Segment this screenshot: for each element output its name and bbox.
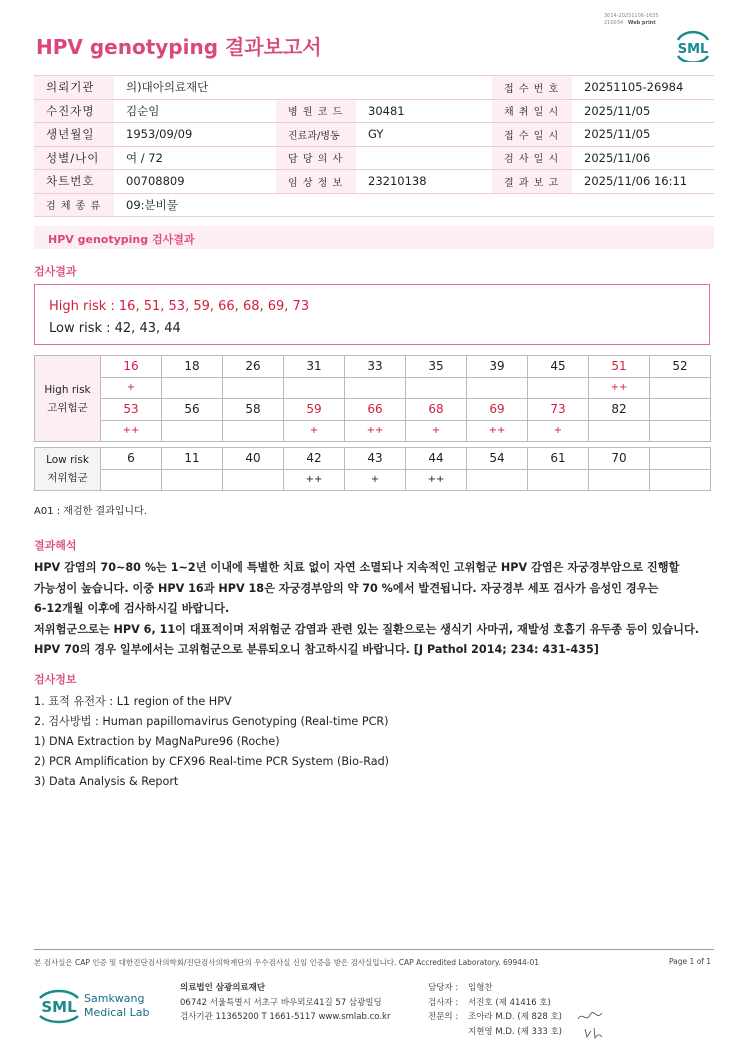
- hpv-type-cell: 39: [467, 356, 528, 378]
- cert-note: 본 검사실은 CAP 인증 및 대한진단검사의학회/진단검사의학재단의 우수검사실 신임 인증을 받은 검사실입니다. CAP Accredited Laboratory. 69944-01: [34, 958, 540, 967]
- hpv-type-cell: 53: [101, 399, 162, 421]
- org-info: 의료법인 삼광의료재단 06742 서울특별시 서초구 바우뫼로41길 57 삼광빌딩 검사기관 11365200 T 1661-5117 www.smlab.co.kr: [180, 983, 391, 1022]
- hpv-type-cell: [650, 399, 711, 421]
- result-heading: 검사결과: [34, 265, 77, 278]
- hpv-type-cell: 42: [284, 448, 345, 470]
- hpv-type-cell: 59: [284, 399, 345, 421]
- hpv-result-cell: [162, 469, 223, 491]
- hpv-type-cell: 40: [223, 448, 284, 470]
- hpv-result-cell: [101, 469, 162, 491]
- hpv-result-cell: ++: [467, 420, 528, 442]
- hpv-type-cell: 61: [528, 448, 589, 470]
- samkwang-logo-icon: [38, 982, 158, 1026]
- hpv-result-cell: [650, 469, 711, 491]
- hpv-result-cell: [528, 469, 589, 491]
- hpv-result-cell: +: [406, 420, 467, 442]
- hpv-type-cell: 18: [162, 356, 223, 378]
- hpv-result-cell: [467, 469, 528, 491]
- hpv-type-cell: 11: [162, 448, 223, 470]
- recv-no-value: 20251105-26984: [572, 76, 714, 100]
- hpv-result-cell: [162, 377, 223, 399]
- hpv-result-cell: [345, 377, 406, 399]
- hpv-type-cell: 31: [284, 356, 345, 378]
- report-title: HPV genotyping 결과보고서: [36, 35, 322, 59]
- hpv-type-cell: 45: [528, 356, 589, 378]
- patient-name: 김순임: [114, 99, 276, 123]
- hpv-type-cell: 56: [162, 399, 223, 421]
- hpv-result-cell: [650, 420, 711, 442]
- hpv-result-cell: [162, 420, 223, 442]
- hpv-result-cell: +: [284, 420, 345, 442]
- hpv-type-cell: 70: [589, 448, 650, 470]
- hpv-type-cell: 16: [101, 356, 162, 378]
- hpv-result-cell: [467, 377, 528, 399]
- footer-divider: [34, 949, 714, 950]
- high-risk-label: High risk 고위험군: [35, 356, 101, 442]
- hpv-result-cell: +: [345, 469, 406, 491]
- hpv-result-cell: [284, 377, 345, 399]
- hpv-result-cell: [589, 469, 650, 491]
- hpv-type-cell: 58: [223, 399, 284, 421]
- svg-text:SML: SML: [41, 998, 77, 1016]
- interpretation-text: HPV 감염의 70~80 %는 1~2년 이내에 특별한 치료 없이 자연 소멸되나 지속적인 고위험군 HPV 감염은 자궁경부암으로 진행할 가능성이 높습니다. 이중 HPV 16과 HPV 18은 자궁경부암의 약 70 %에서 발견됩니다. 자궁경부 세포 검사가 음성인 경우는 6-12개월 이후에 검사하시길 바랍니다. 저위험군으로는 HPV 6, 11이 대표적이며 저위험군 감염과 관련 있는 질환으로는 생식기 사마귀, 재발성 호흡기 유두종 등이 있습니다. HPV 70의 경우 일부에서는 고위험군으로 분류되오니 참고하시길 바랍니다. [J Pathol 2014; 234: 431-435]: [34, 561, 700, 656]
- svg-text:Samkwang: Samkwang: [84, 992, 145, 1005]
- hpv-result-cell: ++: [284, 469, 345, 491]
- retest-note: A01 : 재검한 결과입니다.: [34, 506, 147, 517]
- hpv-type-cell: 66: [345, 399, 406, 421]
- org-value: 의)대아의료재단: [114, 76, 492, 100]
- signature-icon: [582, 1025, 606, 1041]
- high-risk-grid: [34, 355, 711, 442]
- hpv-type-cell: [650, 448, 711, 470]
- section-title: HPV genotyping 검사결과: [34, 226, 714, 249]
- hpv-type-cell: 26: [223, 356, 284, 378]
- svg-text:SML: SML: [677, 42, 709, 57]
- print-code: 3014-20251106-1635 210034 Web print: [604, 13, 659, 26]
- test-info-list: 1. 표적 유전자 : L1 region of the HPV 2. 검사방법 : Human papillomavirus Genotyping (Real-time PCR) 1) DNA Extraction by MagNaPure96 (Roche) 2) PCR Amplification by CFX96 Real-time PCR System (Bio-Rad) 3) Data Analysis & Report: [34, 695, 390, 788]
- hpv-result-cell: ++: [406, 469, 467, 491]
- staff-list: 담당자 : 임형찬 검사자 : 서진호 (제 41416 호) 전문의 : 조아라 M.D. (제 828 호) 지현영 M.D. (제 333 호): [428, 983, 563, 1037]
- hpv-type-cell: 68: [406, 399, 467, 421]
- hpv-type-cell: 43: [345, 448, 406, 470]
- low-risk-label: Low risk 저위험군: [35, 448, 101, 491]
- hpv-result-cell: ++: [589, 377, 650, 399]
- low-risk-grid: [34, 447, 711, 491]
- result-summary-box: [34, 284, 710, 345]
- hpv-type-cell: 69: [467, 399, 528, 421]
- low-risk-summary: Low risk : 42, 43, 44: [49, 321, 181, 336]
- hpv-result-cell: +: [101, 377, 162, 399]
- info-heading: 검사정보: [34, 673, 77, 686]
- hpv-result-cell: [528, 377, 589, 399]
- hpv-result-cell: +: [528, 420, 589, 442]
- patient-info-table: 의뢰기관 의)대아의료재단 접 수 번 호 20251105-26984 수진자명 김순임 병 원 코 드 30481 채 취 일 시 2025/11/05 생년월일 1953/09/09 진료과/병동 GY 접 수 일 시 2025/11/05 성별/나이 여 / 72 담 당 의 사 검 사 일 시 2025/11/06 차트번호 00708809 임 상 정 보 23210138 결 과 보 고 2025/11/06 16:11 검 체 종 류 09:분비물: [34, 75, 714, 217]
- signature-icon: [576, 1009, 606, 1025]
- hpv-type-cell: 33: [345, 356, 406, 378]
- page-number: Page 1 of 1: [669, 957, 712, 966]
- hpv-type-cell: 51: [589, 356, 650, 378]
- interp-heading: 결과해석: [34, 539, 77, 552]
- hpv-type-cell: 52: [650, 356, 711, 378]
- hpv-result-cell: [223, 377, 284, 399]
- hpv-result-cell: ++: [345, 420, 406, 442]
- hpv-result-cell: [589, 420, 650, 442]
- hpv-type-cell: 6: [101, 448, 162, 470]
- hpv-result-cell: [223, 469, 284, 491]
- hpv-result-cell: [406, 377, 467, 399]
- svg-text:Medical Lab: Medical Lab: [84, 1006, 150, 1019]
- hpv-type-cell: 54: [467, 448, 528, 470]
- hpv-type-cell: 82: [589, 399, 650, 421]
- high-risk-summary: High risk : 16, 51, 53, 59, 66, 68, 69, 73: [49, 299, 310, 314]
- hpv-type-cell: 73: [528, 399, 589, 421]
- hpv-type-cell: 44: [406, 448, 467, 470]
- hpv-type-cell: 35: [406, 356, 467, 378]
- sml-logo-icon: [672, 26, 714, 62]
- hpv-result-cell: [650, 377, 711, 399]
- hpv-result-cell: ++: [101, 420, 162, 442]
- hpv-result-cell: [223, 420, 284, 442]
